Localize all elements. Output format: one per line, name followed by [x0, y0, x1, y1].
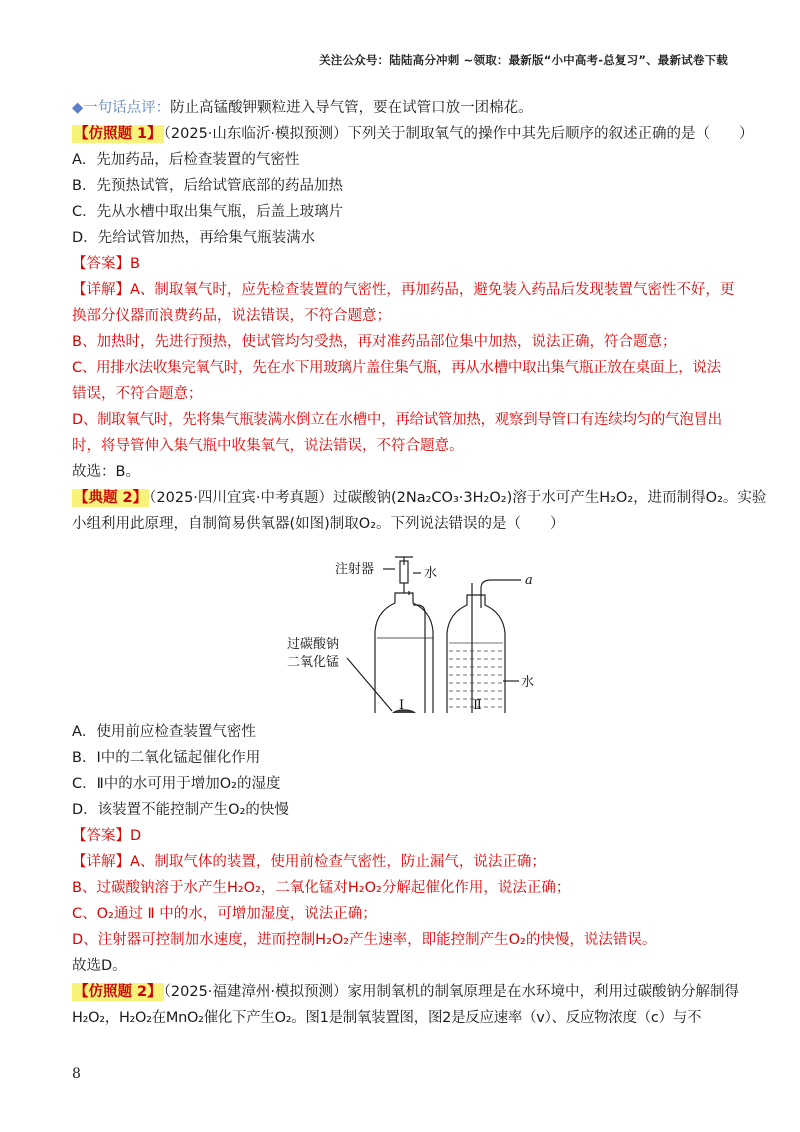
comment-text: 防止高锰酸钾颗粒进入导气管，要在试管口放一团棉花。 — [170, 100, 533, 116]
q1-detail-d2: 时，将导管伸入集气瓶中收集氧气，说法错误，不符合题意。 — [72, 438, 464, 454]
oxygen-generator-figure — [72, 543, 732, 713]
q2-option-a: A．使用前应检查装置气密性 — [72, 724, 256, 740]
q1-option-a: A．先加药品，后检查装置的气密性 — [72, 152, 300, 168]
apparatus-diagram — [287, 543, 547, 713]
page-number: 8 — [72, 1066, 81, 1082]
detail-text: A、制取气体的装置，使用前检查气密性，防止漏气，说法正确； — [130, 854, 546, 870]
label-reagent-1: 过碳酸钠 — [287, 637, 340, 652]
q2-detail-b: B、过碳酸钠溶于水产生H₂O₂，二氧化锰对H₂O₂分解起催化作用，说法正确； — [72, 880, 571, 896]
q3-stem-2: H₂O₂，H₂O₂在MnO₂催化下产生O₂。图1是制氧装置图，图2是反应速率（v）、反应物浓度（c）与不 — [72, 1010, 702, 1026]
label-water-right: 水 — [521, 675, 535, 690]
q2-option-c: C．Ⅱ中的水可用于增加O₂的湿度 — [72, 776, 281, 792]
label-bottle-2: Ⅱ — [473, 698, 482, 713]
q1-detail-d1: D、制取氧气时，先将集气瓶装满水倒立在水槽中，再给试管加热，观察到导管口有连续均匀的气泡冒出 — [72, 412, 722, 428]
q2-option-b: B．Ⅰ中的二氧化锰起催化作用 — [72, 750, 261, 766]
q3-tag: 【仿照题 2】 — [74, 984, 162, 1000]
q2-stem-1 — [72, 485, 767, 511]
document-body — [72, 95, 767, 1031]
one-sentence-comment — [72, 95, 732, 121]
q3-stem-1 — [72, 979, 740, 1005]
label-syringe: 注射器 — [335, 562, 375, 577]
q1-tag: 【仿照题 1】 — [74, 126, 162, 142]
q2-conclusion: 故选D。 — [72, 958, 127, 974]
label-water-top: 水 — [424, 566, 438, 581]
q1-option-c: C．先从水槽中取出集气瓶，后盖上玻璃片 — [72, 204, 344, 220]
label-reagent-2: 二氧化锰 — [287, 655, 340, 670]
outlet-tube — [481, 580, 521, 588]
answer-tag: 【答案】 — [72, 828, 130, 844]
q1-option-d: D．先给试管加热，再给集气瓶装满水 — [72, 230, 316, 246]
q2-text-1: （2025·四川宜宾·中考真题）过碳酸钠(2Na₂CO₃·3H₂O₂)溶于水可产生H₂O₂，进而制得O₂。实验 — [149, 490, 767, 506]
detail-tag: 【详解】 — [72, 854, 130, 870]
q1-detail-a1 — [72, 277, 735, 303]
q1-answer — [72, 251, 732, 277]
q2-answer — [72, 823, 732, 849]
q1-stem — [72, 121, 754, 147]
q1-conclusion: 故选：B。 — [72, 464, 140, 480]
comment-label: ◆一句话点评： — [72, 100, 171, 116]
detail-text: A、制取氧气时，应先检查装置的气密性，再加药品，避免装入药品后发现装置气密性不好，更 — [130, 282, 735, 298]
label-bottle-1: Ⅰ — [399, 698, 405, 713]
answer-tag: 【答案】 — [72, 256, 130, 272]
answer-value: D — [130, 828, 142, 844]
detail-tag: 【详解】 — [72, 282, 130, 298]
connecting-tube — [413, 605, 451, 713]
q2-stem-2: 小组利用此原理，自制简易供氧器(如图)制取O₂。下列说法错误的是（ ） — [72, 516, 565, 532]
q2-tag: 【典题 2】 — [74, 490, 148, 506]
q1-detail-c1: C、用排水法收集完氧气时，先在水下用玻璃片盖住集气瓶，再从水槽中取出集气瓶正放在桌面上，说法 — [72, 360, 721, 376]
page-header: 关注公众号：陆陆高分冲刺 ~领取：最新版“小中高考-总复习”、最新试卷下载 — [319, 53, 728, 67]
bottle-2 — [447, 595, 505, 713]
q1-source: （2025·山东临沂·模拟预测）下列关于制取氧气的操作中其先后顺序的叙述正确的是（ ） — [163, 126, 754, 142]
q3-text-1: （2025·福建漳州·模拟预测）家用制氧机的制氧原理是在水环境中，利用过碳酸钠分解制得 — [163, 984, 740, 1000]
label-outlet-a: a — [525, 573, 533, 588]
q1-detail-a2: 换部分仪器而浪费药品，说法错误，不符合题意； — [72, 308, 391, 324]
q1-option-b: B．先预热试管，后给试管底部的药品加热 — [72, 178, 343, 194]
answer-value: B — [130, 256, 140, 272]
reagent-leader — [347, 658, 392, 711]
q2-option-d: D．该装置不能控制产生O₂的快慢 — [72, 802, 289, 818]
q2-detail-a — [72, 849, 732, 875]
q1-detail-c2: 错误，不符合题意； — [72, 386, 203, 402]
q2-detail-d: D、注射器可控制加水速度，进而控制H₂O₂产生速率，即能控制产生O₂的快慢，说法错误。 — [72, 932, 657, 948]
q2-detail-c: C、O₂通过 Ⅱ 中的水，可增加湿度，说法正确； — [72, 906, 377, 922]
q1-detail-b: B、加热时，先进行预热，使试管均匀受热，再对准药品部位集中加热，说法正确，符合题意； — [72, 334, 677, 350]
